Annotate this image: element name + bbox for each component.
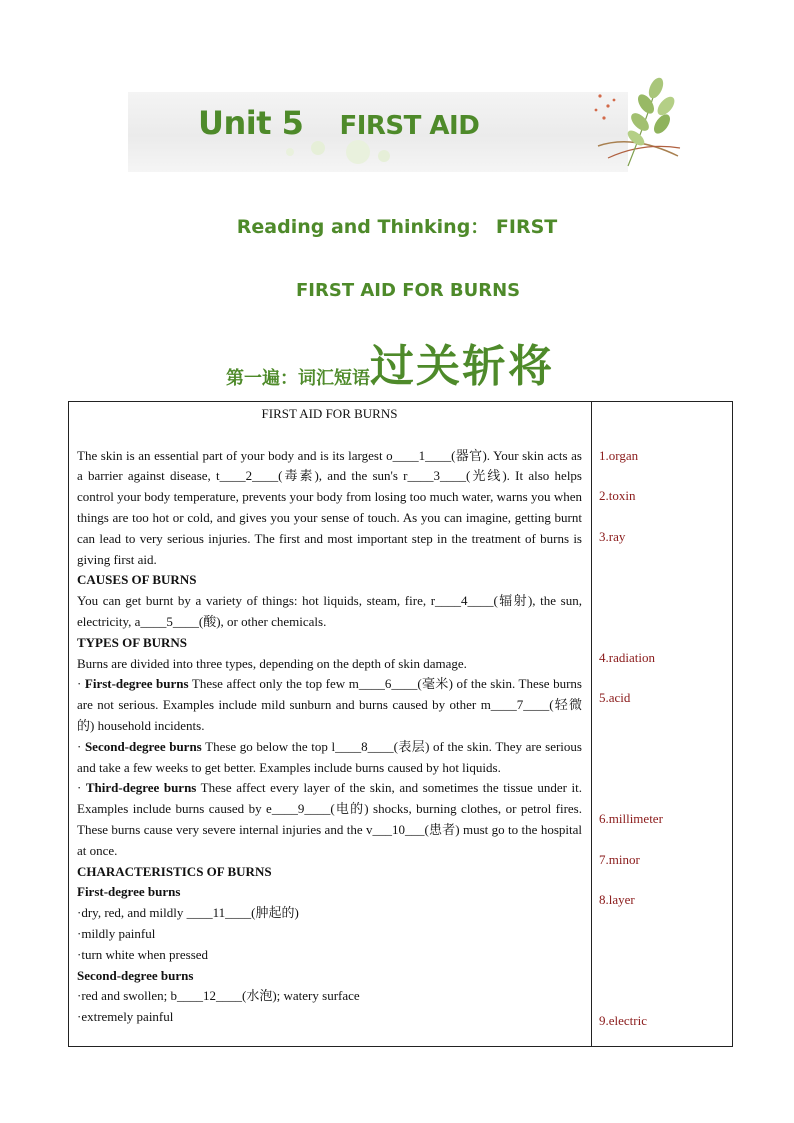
unit-topic: FIRST AID xyxy=(339,111,480,141)
answer-9: 9.electric xyxy=(599,1013,647,1028)
second-degree-text: These go below the top l____8____(表层) of the skin. They are serious and take a few weeks to get better. Examples include burns caused by hot liquids. xyxy=(77,738,582,775)
section-heading-small: 第一遍：词汇短语 xyxy=(226,368,370,389)
types-intro: Burns are divided into three types, depending on the depth of skin damage. xyxy=(77,655,467,671)
title-banner xyxy=(128,86,684,178)
reading-subtitle-text: Reading and Thinking： FIRST xyxy=(236,216,558,238)
third-degree-paragraph: · Third-degree burns These affect every layer of the skin, and sometimes the tissue under it. Examples include burns caused by e____9____(电的) shocks, burning clothes, or petrol fires. These burns cause very severe internal injuries and the v___10___(患者) must go to the hospital at once. xyxy=(77,780,582,858)
answer-2: 2.toxin xyxy=(599,488,636,503)
first-degree-characteristics-heading: First-degree burns xyxy=(77,884,181,900)
answer-1: 1.organ xyxy=(599,448,639,463)
reading-subtitle xyxy=(0,212,794,239)
answer-7: 7.minor xyxy=(599,852,640,867)
answer-8: 8.layer xyxy=(599,892,635,907)
second-degree-trait-1: ·red and swollen; b____12____(水泡); watery surface xyxy=(77,988,360,1004)
answer-5: 5.acid xyxy=(599,690,631,705)
passage-column xyxy=(77,402,582,1028)
answer-3: 3.ray xyxy=(599,529,626,544)
first-degree-trait-3: ·turn white when pressed xyxy=(77,946,209,962)
answer-6: 6.millimeter xyxy=(599,811,663,826)
section-heading-big: 过关斩将 xyxy=(370,341,554,392)
passage-subtitle: FIRST AID FOR BURNS xyxy=(296,280,521,301)
first-degree-label: First-degree burns xyxy=(84,676,189,692)
answer-4: 4.radiation xyxy=(599,650,655,665)
unit-label: Unit 5 xyxy=(198,104,304,142)
column-divider xyxy=(591,402,592,1046)
characteristics-heading: CHARACTERISTICS OF BURNS xyxy=(77,863,272,879)
vocabulary-table xyxy=(68,401,733,1047)
first-degree-text: These affect only the top few m____6____(毫米) of the skin. These burns are not serious. Examples include mild sunburn and burns caused by other m____7____(轻微的) household incidents. xyxy=(77,676,582,733)
first-degree-trait-1: ·dry, red, and mildly ____11____(肿起的) xyxy=(77,905,299,921)
second-degree-characteristics-heading: Second-degree burns xyxy=(77,967,194,983)
causes-paragraph: You can get burnt by a variety of things: hot liquids, steam, fire, r____4____(辐射), the sun, electricity, a____5____(酸), or other chemicals. xyxy=(77,593,582,629)
passage-intro: The skin is an essential part of your body and is its largest o____1____(器官). Your skin acts as a barrier against disease, t____2____(毒素), and the sun's r____3____(光线). It also helps control your body temperature, prevents your body from losing too much water, warns you when things are too hot or cold, and gives you your sense of touch. As you can imagine, getting burnt can lead to very serious injuries. The first and most important step in the treatment of burns is giving first aid. xyxy=(77,447,582,567)
section-heading xyxy=(226,330,554,394)
second-degree-trait-2: ·extremely painful xyxy=(77,1009,174,1025)
causes-heading: CAUSES OF BURNS xyxy=(77,572,197,588)
passage-title: FIRST AID FOR BURNS xyxy=(261,406,398,421)
second-degree-label: Second-degree burns xyxy=(84,738,202,754)
first-degree-paragraph: · First-degree burns These affect only the top few m____6____(毫米) of the skin. These burns are not serious. Examples include mild sunburn and burns caused by other m____7____(轻微的) household incidents. xyxy=(77,676,582,733)
banner-title xyxy=(198,104,479,142)
types-heading: TYPES OF BURNS xyxy=(77,634,188,650)
third-degree-label: Third-degree burns xyxy=(85,780,197,796)
second-degree-paragraph: · Second-degree burns These go below the top l____8____(表层) of the skin. They are serious and take a few weeks to get better. Examples include burns caused by hot liquids. xyxy=(77,738,582,775)
leaf-branch-icon xyxy=(578,76,688,176)
first-degree-trait-2: ·mildly painful xyxy=(77,925,156,941)
third-degree-text: These affect every layer of the skin, and sometimes the tissue under it. Examples include burns caused by e____9____(电的) shocks, burning clothes, or petrol fires. These burns cause very severe internal injuries and the v___10___(患者) must go to the hospital at once. xyxy=(77,780,582,858)
